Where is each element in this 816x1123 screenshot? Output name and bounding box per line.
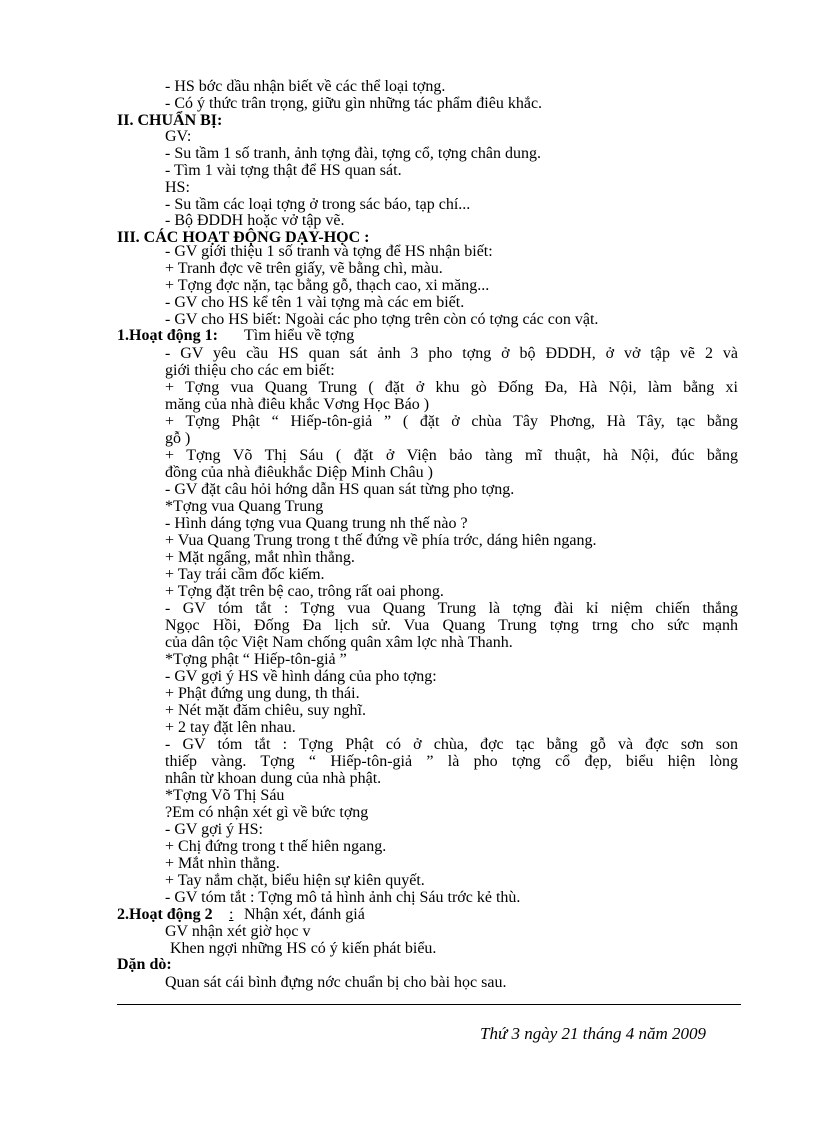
text-line: + Phật đứng ung dung, th thái.	[165, 685, 360, 702]
text-line: + Tay nắm chặt, biểu hiện sự kiên quyết.	[165, 872, 425, 889]
text-line: *Tợng vua Quang Trung	[165, 498, 324, 515]
text-line: giới thiệu cho các em biết:	[165, 362, 335, 379]
text-line: - GV cho HS biết: Ngoài các pho tợng trên còn có tợng các con vật.	[165, 311, 599, 328]
text-line: + Mắt nhìn thẳng.	[165, 855, 280, 872]
footer-date: Thứ 3 ngày 21 tháng 4 năm 2009	[480, 1024, 707, 1043]
text-line: - Tìm 1 vài tợng thật để HS quan sát.	[165, 162, 402, 179]
text-line: đồng của nhà điêukhắc Diệp Minh Châu )	[165, 464, 433, 481]
section-heading: III. CÁC HOẠT ĐỘNG DẠY-HỌC :	[117, 229, 370, 246]
text-line: - Su tầm các loại tợng ở trong sác báo, tạp chí...	[165, 196, 471, 213]
footer-divider	[117, 1004, 741, 1005]
text-line: - GV tóm tắt : Tợng vua Quang Trung là tợng đài kỉ niệm chiến thắng	[165, 600, 738, 617]
text-line: + Vua Quang Trung trong t thế đứng về phía trớc, dáng hiên ngang.	[165, 532, 597, 549]
text-line: - GV gợi ý HS về hình dáng của pho tợng:	[165, 668, 437, 685]
text-line: + Nét mặt đăm chiêu, suy nghĩ.	[165, 702, 366, 719]
text-line: + Mặt ngẩng, mắt nhìn thẳng.	[165, 549, 355, 566]
text-line: + Tay trái cầm đốc kiếm.	[165, 566, 325, 583]
text-line: - GV tóm tắt : Tợng Phật có ở chùa, đợc tạc bằng gỗ và đợc sơn son	[165, 736, 738, 753]
text-line: Khen ngợi những HS có ý kiến phát biểu.	[170, 940, 437, 957]
text-line: Ngọc Hồi, Đống Đa lịch sử. Vua Quang Trung tợng trng cho sức mạnh	[165, 617, 738, 634]
text-line: - Su tầm 1 số tranh, ảnh tợng đài, tợng cổ, tợng chân dung.	[165, 145, 541, 162]
activity-heading: 1.Hoạt động 1:	[117, 327, 218, 344]
text-line: + Tợng Phật “ Hiếp-tôn-giả ” ( đặt ở chùa Tây Phơng, Hà Tây, tạc bằng	[165, 413, 738, 430]
text-line: - GV yêu cầu HS quan sát ảnh 3 pho tợng ở bộ ĐDDH, ở vở tập vẽ 2 và	[165, 345, 738, 362]
text-line: + Chị đứng trong t thế hiên ngang.	[165, 838, 387, 855]
text-line: HS:	[165, 179, 190, 196]
text-line: - HS bớc dầu nhận biết về các thể loại tợng.	[165, 78, 446, 95]
text-line: măng của nhà điêu khắc Vơng Học Báo )	[165, 396, 430, 413]
text-line: - GV cho HS kể tên 1 vài tợng mà các em biết.	[165, 294, 465, 311]
activity-heading: 2.Hoạt động 2	[117, 906, 213, 923]
text-line: của dân tộc Việt Nam chống quân xâm lợc nhà Thanh.	[165, 634, 513, 651]
text-line: + Tợng vua Quang Trung ( đặt ở khu gò Đống Đa, Hà Nội, làm bằng xi	[165, 379, 738, 396]
text-line: - Bộ ĐDDH hoặc vở tập vẽ.	[165, 212, 345, 229]
text-line: - Có ý thức trân trọng, giữu gìn những tác phẩm điêu khắc.	[165, 95, 543, 112]
text-line: + Tranh đợc vẽ trên giấy, vẽ bằng chì, màu.	[165, 260, 443, 277]
text-line: + Tợng Võ Thị Sáu ( đặt ở Viện bảo tàng mĩ thuật, hà Nội, đúc bằng	[165, 447, 738, 464]
text-line: - GV gợi ý HS:	[165, 821, 263, 838]
text-line: Quan sát cái bình đựng nớc chuẩn bị cho bài học sau.	[165, 974, 507, 991]
activity-title: Nhận xét, đánh giá	[244, 906, 365, 923]
text-line: nhân từ khoan dung của nhà phật.	[165, 770, 382, 787]
text-line: + Tợng đặt trên bệ cao, trông rất oai phong.	[165, 583, 444, 600]
text-line: GV:	[165, 128, 192, 145]
text-line: + 2 tay đặt lên nhau.	[165, 719, 296, 736]
text-line: gỗ )	[165, 430, 191, 447]
text-line: - GV tóm tắt : Tợng mô tả hình ảnh chị Sáu trớc kẻ thù.	[165, 889, 521, 906]
text-line: - GV giới thiệu 1 số tranh và tợng để HS nhận biết:	[165, 243, 493, 260]
text-line: + Tợng đợc nặn, tạc bằng gỗ, thạch cao, xi măng...	[165, 277, 490, 294]
section-heading: II. CHUẨN BỊ:	[117, 112, 223, 129]
section-heading: Dặn dò:	[117, 956, 172, 973]
activity-title: Tìm hiểu về tợng	[244, 327, 355, 344]
text-line: - GV đặt câu hỏi hớng dẫn HS quan sát từng pho tợng.	[165, 481, 515, 498]
text-line: GV nhận xét giờ học v	[165, 923, 311, 940]
text-line: - Hình dáng tợng vua Quang trung nh thế nào ?	[165, 515, 468, 532]
text-line: *Tợng phật “ Hiếp-tôn-giả ”	[165, 651, 347, 668]
text-line: ?Em có nhận xét gì về bức tợng	[165, 804, 369, 821]
activity-colon: :	[229, 906, 234, 923]
text-line: *Tợng Võ Thị Sáu	[165, 787, 285, 804]
text-line: thiếp vàng. Tợng “ Hiếp-tôn-giả ” là pho tợng cổ đẹp, biểu hiện lòng	[165, 753, 738, 770]
